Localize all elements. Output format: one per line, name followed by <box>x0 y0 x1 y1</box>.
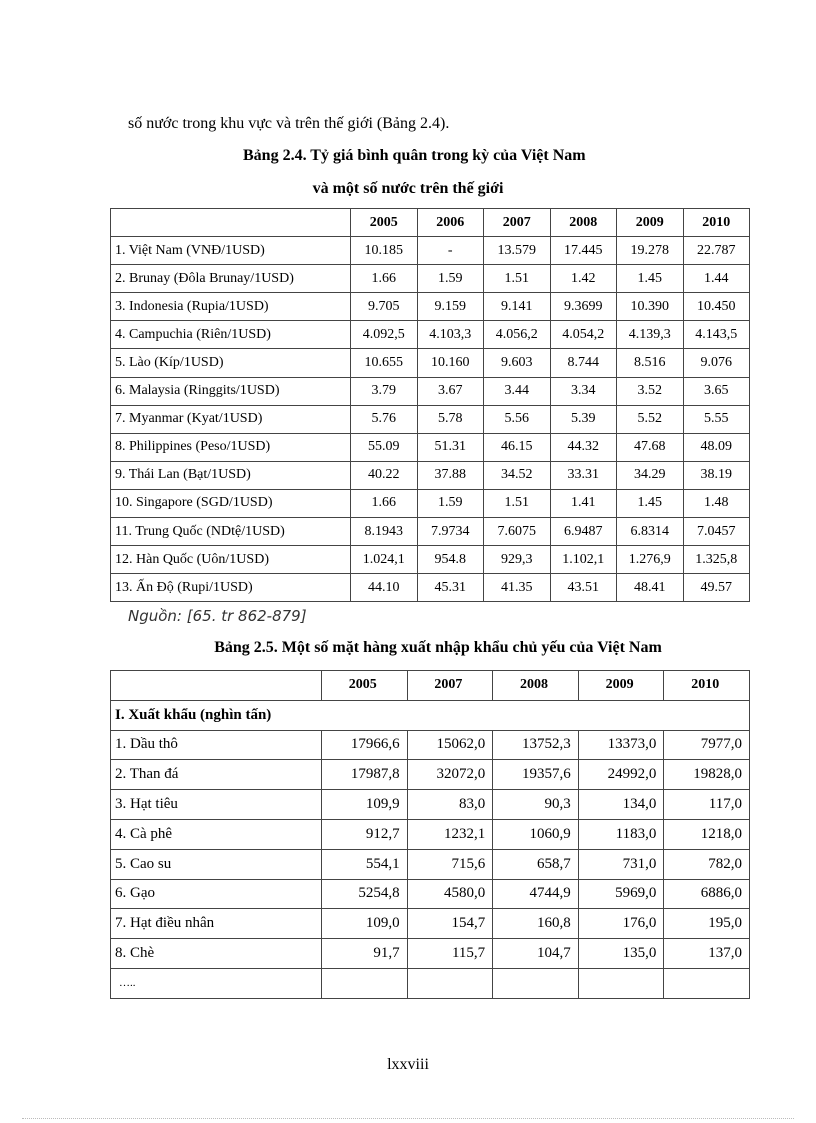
quantity-value: 554,1 <box>322 849 408 879</box>
rate-value: 4.103,3 <box>417 321 484 349</box>
empty-cell <box>493 968 579 998</box>
row-label: 5. Lào (Kíp/1USD) <box>111 349 351 377</box>
quantity-value: 154,7 <box>407 909 493 939</box>
table-row <box>111 265 750 293</box>
quantity-value: 715,6 <box>407 849 493 879</box>
rate-value: 3.79 <box>351 377 418 405</box>
row-label: 7. Myanmar (Kyat/1USD) <box>111 405 351 433</box>
quantity-value: 731,0 <box>578 849 664 879</box>
rate-value: 8.516 <box>617 349 684 377</box>
rate-value: 33.31 <box>550 461 617 489</box>
table-row <box>111 489 750 517</box>
rate-value: 47.68 <box>617 433 684 461</box>
rate-value: 46.15 <box>484 433 551 461</box>
quantity-value: 17987,8 <box>322 760 408 790</box>
quantity-value: 1232,1 <box>407 819 493 849</box>
table-row <box>111 321 750 349</box>
rate-value: 22.787 <box>683 237 750 265</box>
quantity-value: 24992,0 <box>578 760 664 790</box>
rate-value: 3.52 <box>617 377 684 405</box>
table-header-row <box>111 671 750 701</box>
exchange-rate-table <box>110 208 750 602</box>
year-header: 2009 <box>617 209 684 237</box>
rate-value: 10.450 <box>683 293 750 321</box>
rate-value: 6.9487 <box>550 518 617 546</box>
quantity-value: 32072,0 <box>407 760 493 790</box>
quantity-value: 15062,0 <box>407 730 493 760</box>
rate-value: 5.76 <box>351 405 418 433</box>
empty-cell <box>407 968 493 998</box>
table-row <box>111 909 750 939</box>
quantity-value: 7977,0 <box>664 730 750 760</box>
rate-value: 34.52 <box>484 461 551 489</box>
empty-cell <box>664 968 750 998</box>
rate-value: 5.78 <box>417 405 484 433</box>
export-goods-table <box>110 670 750 999</box>
row-label: 3. Indonesia (Rupia/1USD) <box>111 293 351 321</box>
table1-caption-line1: Bảng 2.4. Tỷ giá bình quân trong kỳ của Việt Nam <box>243 147 586 164</box>
rate-value: 1.59 <box>417 489 484 517</box>
header-corner-cell <box>111 209 351 237</box>
year-header: 2007 <box>484 209 551 237</box>
rate-value: 1.51 <box>484 489 551 517</box>
table-row <box>111 461 750 489</box>
rate-value: 1.45 <box>617 265 684 293</box>
table-row <box>111 849 750 879</box>
rate-value: 1.66 <box>351 489 418 517</box>
quantity-value: 117,0 <box>664 790 750 820</box>
year-header: 2007 <box>407 671 493 701</box>
rate-value: 34.29 <box>617 461 684 489</box>
rate-value: 10.655 <box>351 349 418 377</box>
rate-value: 1.276,9 <box>617 546 684 574</box>
table-row <box>111 819 750 849</box>
quantity-value: 5254,8 <box>322 879 408 909</box>
row-label: 2. Brunay (Đôla Brunay/1USD) <box>111 265 351 293</box>
intro-text: số nước trong khu vực và trên thế giới (Bảng 2.4). <box>128 115 450 132</box>
rate-value: 1.66 <box>351 265 418 293</box>
rate-value: 954.8 <box>417 546 484 574</box>
rate-value: 1.102,1 <box>550 546 617 574</box>
quantity-value: 1060,9 <box>493 819 579 849</box>
rate-value: 51.31 <box>417 433 484 461</box>
table-row <box>111 730 750 760</box>
rate-value: 44.10 <box>351 574 418 602</box>
rate-value: 3.34 <box>550 377 617 405</box>
rate-value: 1.41 <box>550 489 617 517</box>
row-label: 9. Thái Lan (Bạt/1USD) <box>111 461 351 489</box>
rate-value: 43.51 <box>550 574 617 602</box>
rate-value: 1.325,8 <box>683 546 750 574</box>
quantity-value: 658,7 <box>493 849 579 879</box>
table1-source: Nguồn: [65. tr 862-879] <box>128 607 307 625</box>
quantity-value: 91,7 <box>322 939 408 969</box>
table-header-row <box>111 209 750 237</box>
year-header: 2008 <box>550 209 617 237</box>
row-label: 7. Hạt điều nhân <box>111 909 322 939</box>
rate-value: 9.705 <box>351 293 418 321</box>
rate-value: 4.143,5 <box>683 321 750 349</box>
rate-value: 10.390 <box>617 293 684 321</box>
rate-value: 7.0457 <box>683 518 750 546</box>
quantity-value: 17966,6 <box>322 730 408 760</box>
rate-value: 5.55 <box>683 405 750 433</box>
table1-caption-line2: và một số nước trên thế giới <box>312 180 504 197</box>
year-header: 2005 <box>351 209 418 237</box>
rate-value: 4.139,3 <box>617 321 684 349</box>
year-header: 2005 <box>322 671 408 701</box>
rate-value: 1.48 <box>683 489 750 517</box>
rate-value: 9.141 <box>484 293 551 321</box>
empty-cell <box>322 968 408 998</box>
year-header: 2008 <box>493 671 579 701</box>
rate-value: 37.88 <box>417 461 484 489</box>
rate-value: 55.09 <box>351 433 418 461</box>
table-row <box>111 433 750 461</box>
rate-value: 3.65 <box>683 377 750 405</box>
quantity-value: 137,0 <box>664 939 750 969</box>
row-label: 5. Cao su <box>111 849 322 879</box>
rate-value: 45.31 <box>417 574 484 602</box>
quantity-value: 90,3 <box>493 790 579 820</box>
row-label: 2. Than đá <box>111 760 322 790</box>
rate-value: 10.160 <box>417 349 484 377</box>
quantity-value: 1183,0 <box>578 819 664 849</box>
year-header: 2010 <box>683 209 750 237</box>
quantity-value: 4580,0 <box>407 879 493 909</box>
rate-value: 40.22 <box>351 461 418 489</box>
year-header: 2006 <box>417 209 484 237</box>
quantity-value: 83,0 <box>407 790 493 820</box>
section-row <box>111 700 750 730</box>
rate-value: 9.603 <box>484 349 551 377</box>
rate-value: 1.44 <box>683 265 750 293</box>
quantity-value: 134,0 <box>578 790 664 820</box>
ellipsis-row <box>111 968 750 998</box>
rate-value: 19.278 <box>617 237 684 265</box>
year-header: 2010 <box>664 671 750 701</box>
rate-value: 5.52 <box>617 405 684 433</box>
rate-value: 48.09 <box>683 433 750 461</box>
quantity-value: 19357,6 <box>493 760 579 790</box>
rate-value: 3.67 <box>417 377 484 405</box>
year-header: 2009 <box>578 671 664 701</box>
rate-value: 13.579 <box>484 237 551 265</box>
quantity-value: 115,7 <box>407 939 493 969</box>
rate-value: 10.185 <box>351 237 418 265</box>
rate-value: 7.9734 <box>417 518 484 546</box>
quantity-value: 782,0 <box>664 849 750 879</box>
row-label: 8. Philippines (Peso/1USD) <box>111 433 351 461</box>
rate-value: 1.45 <box>617 489 684 517</box>
quantity-value: 1218,0 <box>664 819 750 849</box>
row-label: 3. Hạt tiêu <box>111 790 322 820</box>
quantity-value: 104,7 <box>493 939 579 969</box>
rate-value: 17.445 <box>550 237 617 265</box>
row-label: 6. Gạo <box>111 879 322 909</box>
table-row <box>111 939 750 969</box>
row-label: 11. Trung Quốc (NDtệ/1USD) <box>111 518 351 546</box>
rate-value: 3.44 <box>484 377 551 405</box>
table-row <box>111 879 750 909</box>
rate-value: 1.51 <box>484 265 551 293</box>
quantity-value: 176,0 <box>578 909 664 939</box>
row-label: 10. Singapore (SGD/1USD) <box>111 489 351 517</box>
rate-value: 41.35 <box>484 574 551 602</box>
table-row <box>111 546 750 574</box>
table-row <box>111 405 750 433</box>
page-number: lxxviii <box>387 1056 429 1073</box>
table-row <box>111 518 750 546</box>
section-label: I. Xuất khẩu (nghìn tấn) <box>111 700 750 730</box>
rate-value: - <box>417 237 484 265</box>
quantity-value: 4744,9 <box>493 879 579 909</box>
rate-value: 8.1943 <box>351 518 418 546</box>
table-row <box>111 790 750 820</box>
rate-value: 8.744 <box>550 349 617 377</box>
row-label: 12. Hàn Quốc (Uôn/1USD) <box>111 546 351 574</box>
table-row <box>111 237 750 265</box>
quantity-value: 109,9 <box>322 790 408 820</box>
quantity-value: 195,0 <box>664 909 750 939</box>
rate-value: 9.076 <box>683 349 750 377</box>
table-row <box>111 377 750 405</box>
row-label: 1. Dầu thô <box>111 730 322 760</box>
rate-value: 9.3699 <box>550 293 617 321</box>
rate-value: 9.159 <box>417 293 484 321</box>
rate-value: 49.57 <box>683 574 750 602</box>
rate-value: 4.056,2 <box>484 321 551 349</box>
empty-cell <box>578 968 664 998</box>
rate-value: 38.19 <box>683 461 750 489</box>
rate-value: 5.39 <box>550 405 617 433</box>
table2-caption: Bảng 2.5. Một số mặt hàng xuất nhập khẩu chủ yếu của Việt Nam <box>214 639 662 656</box>
rate-value: 1.42 <box>550 265 617 293</box>
row-label: 8. Chè <box>111 939 322 969</box>
quantity-value: 13373,0 <box>578 730 664 760</box>
rate-value: 4.054,2 <box>550 321 617 349</box>
row-label: 6. Malaysia (Ringgits/1USD) <box>111 377 351 405</box>
rate-value: 4.092,5 <box>351 321 418 349</box>
quantity-value: 6886,0 <box>664 879 750 909</box>
ellipsis-cell: ….. <box>111 968 322 998</box>
quantity-value: 109,0 <box>322 909 408 939</box>
rate-value: 48.41 <box>617 574 684 602</box>
page-divider <box>22 1118 794 1119</box>
row-label: 4. Cà phê <box>111 819 322 849</box>
quantity-value: 19828,0 <box>664 760 750 790</box>
rate-value: 6.8314 <box>617 518 684 546</box>
rate-value: 1.59 <box>417 265 484 293</box>
quantity-value: 5969,0 <box>578 879 664 909</box>
quantity-value: 160,8 <box>493 909 579 939</box>
quantity-value: 135,0 <box>578 939 664 969</box>
table-row <box>111 574 750 602</box>
row-label: 4. Campuchia (Riên/1USD) <box>111 321 351 349</box>
table-row <box>111 349 750 377</box>
rate-value: 44.32 <box>550 433 617 461</box>
row-label: 13. Ấn Độ (Rupi/1USD) <box>111 574 351 602</box>
table-row <box>111 293 750 321</box>
rate-value: 5.56 <box>484 405 551 433</box>
rate-value: 929,3 <box>484 546 551 574</box>
quantity-value: 912,7 <box>322 819 408 849</box>
header-corner-cell <box>111 671 322 701</box>
quantity-value: 13752,3 <box>493 730 579 760</box>
rate-value: 7.6075 <box>484 518 551 546</box>
row-label: 1. Việt Nam (VNĐ/1USD) <box>111 237 351 265</box>
rate-value: 1.024,1 <box>351 546 418 574</box>
table-row <box>111 760 750 790</box>
